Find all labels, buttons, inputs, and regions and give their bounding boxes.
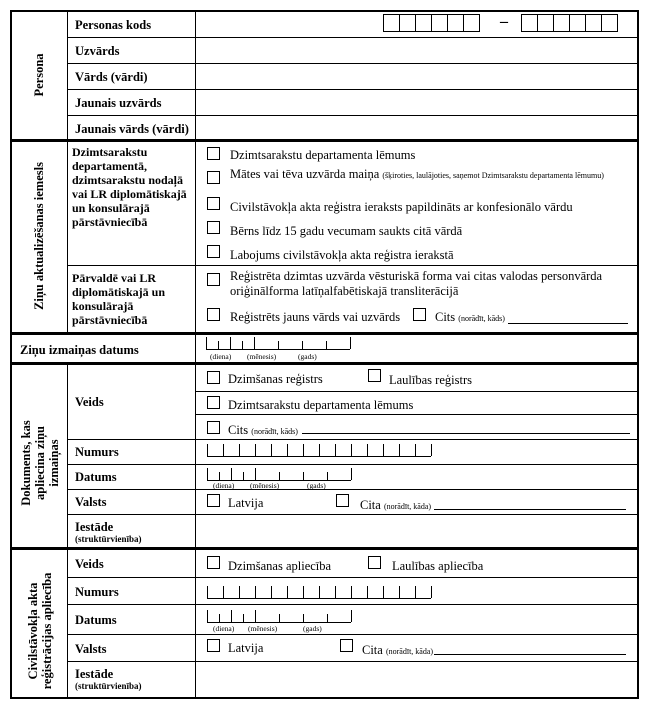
change-date-label: Ziņu izmaiņas datums [20, 343, 139, 357]
document-country-other [360, 498, 431, 514]
reason-section-label: Ziņu aktualizēšanas iemesls [32, 162, 46, 310]
document-col-line-1 [67, 364, 68, 548]
document-type-department-decision: Dzimtsarakstu departamenta lēmums [228, 398, 414, 412]
document-date-month-label: (mēnesis) [250, 481, 280, 490]
document-country-other-note: (norādīt, kāda) [383, 502, 432, 511]
document-number-label: Numurs [75, 445, 119, 459]
given-names-label: Vārds (vārdi) [75, 70, 148, 84]
certificate-row-line [67, 577, 638, 578]
reason-col-line-1 [67, 141, 68, 333]
surname-label: Uzvārds [75, 44, 120, 58]
reason-group1-label: Dzimtsarakstu departamentā, dzimtsarakstu nodaļā vai LR diplomātiskajā un konsulārajā pārstāvniecībā [72, 145, 187, 229]
new-surname-label: Jaunais uzvārds [75, 96, 162, 110]
certificate-row-line [67, 634, 638, 635]
certificate-type-marriage: Laulības apliecība [392, 559, 484, 573]
change-date-day-label: (diena) [210, 352, 232, 361]
document-date-label: Datums [75, 470, 117, 484]
reason-option-correction: Labojums civilstāvokļa akta reģistra ierakstā [230, 248, 454, 262]
certificate-country-other-note: (norādīt, kāda) [385, 647, 434, 656]
reason-option-confessional-name-checkbox[interactable] [207, 197, 220, 210]
personal-code-separator: – [500, 13, 508, 30]
change-date-col-line [195, 334, 196, 363]
document-date-day-label: (diena) [213, 481, 235, 490]
certificate-date-year-label: (gads) [303, 624, 322, 633]
document-country-latvia-checkbox[interactable] [207, 494, 220, 507]
document-type-subline [196, 414, 638, 415]
persona-section-label: Persona [32, 53, 46, 97]
certificate-institution-input[interactable] [196, 662, 637, 697]
certificate-date-month-label: (mēnesis) [248, 624, 278, 633]
certificate-number-label: Numurs [75, 585, 119, 599]
new-given-names-label: Jaunais vārds (vārdi) [75, 122, 189, 136]
certificate-country-other-checkbox[interactable] [340, 639, 353, 652]
reason-row-line [67, 265, 638, 266]
document-type-label: Veids [75, 395, 104, 409]
certificate-institution-label: Iestāde [75, 667, 114, 681]
reason-option-new-name-checkbox[interactable] [207, 308, 220, 321]
certificate-country-other [362, 643, 433, 659]
reason-option-child-name-checkbox[interactable] [207, 221, 220, 234]
certificate-country-other-input[interactable] [434, 654, 626, 655]
reason-option-parent-surname-checkbox[interactable] [207, 171, 220, 184]
document-institution-input[interactable] [196, 515, 637, 546]
certificate-country-latvia-checkbox[interactable] [207, 639, 220, 652]
change-date-month-label: (mēnesis) [247, 352, 277, 361]
reason-option-parent-surname [230, 168, 632, 182]
document-section-label: Dokuments, kas apliecina ziņu izmaiņas [19, 420, 61, 506]
document-row-line [67, 439, 638, 440]
certificate-date-day-label: (diena) [213, 624, 235, 633]
personal-code-label: Personas kods [75, 18, 152, 32]
certificate-section-label: Civilstāvokļa akta reģistrācijas apliecība [26, 572, 54, 690]
reason-option-other [435, 310, 505, 326]
new-given-names-input[interactable] [196, 116, 637, 139]
reason-option-new-name: Reģistrēts jauns vārds vai uzvārds [230, 310, 401, 324]
surname-input[interactable] [196, 38, 637, 63]
new-surname-input[interactable] [196, 90, 637, 115]
reason-other-input[interactable] [508, 323, 628, 324]
reason-option-parent-surname-text: Mātes vai tēva uzvārda maiņa [230, 167, 380, 181]
document-country-latvia: Latvija [228, 496, 264, 510]
certificate-date-label: Datums [75, 613, 117, 627]
reason-option-parent-surname-note: (šķiroties, laulājoties, saņemot Dzimtsarakstu departamenta lēmumu) [382, 171, 604, 180]
given-names-input[interactable] [196, 64, 637, 89]
document-date-year-label: (gads) [307, 481, 326, 490]
certificate-col-line-1 [67, 549, 68, 698]
document-country-other-input[interactable] [434, 509, 626, 510]
divider-persona [10, 139, 639, 142]
certificate-type-birth: Dzimšanas apliecība [228, 559, 332, 573]
document-type-subline [196, 391, 638, 392]
document-institution-sub: (struktūrvienība) [75, 534, 142, 544]
document-type-department-decision-checkbox[interactable] [207, 396, 220, 409]
document-type-other [228, 423, 298, 439]
document-type-other-input[interactable] [302, 433, 630, 434]
document-type-marriage-register: Laulības reģistrs [389, 373, 472, 387]
document-country-other-checkbox[interactable] [336, 494, 349, 507]
reason-group2-label: Pārvaldē vai LR diplomātiskajā un konsulārajā pārstāvniecībā [72, 271, 166, 327]
document-institution-label: Iestāde [75, 520, 114, 534]
document-type-other-text: Cits [228, 423, 249, 437]
reason-option-department-decision-checkbox[interactable] [207, 147, 220, 160]
certificate-row-line [67, 604, 638, 605]
divider-reason [10, 332, 639, 335]
document-row-line [67, 489, 638, 490]
document-type-birth-register-checkbox[interactable] [207, 371, 220, 384]
document-type-other-checkbox[interactable] [207, 421, 220, 434]
certificate-country-latvia: Latvija [228, 641, 264, 655]
divider-change-date [10, 362, 639, 365]
document-type-marriage-register-checkbox[interactable] [368, 369, 381, 382]
reason-option-historical-form: Reģistrēta dzimtas uzvārda vēsturiskā forma vai citas valodas personvārda oriģinālforma latīņalfabētiskajā transliterācijā [230, 269, 603, 298]
certificate-type-marriage-checkbox[interactable] [368, 556, 381, 569]
certificate-institution-sub: (struktūrvienība) [75, 681, 142, 691]
certificate-type-label: Veids [75, 557, 104, 571]
reason-option-confessional-name: Civilstāvokļa akta reģistra ieraksts papildināts ar konfesionālo vārdu [230, 200, 573, 214]
reason-option-department-decision: Dzimtsarakstu departamenta lēmums [230, 148, 416, 162]
document-type-other-note: (norādīt, kāds) [251, 427, 298, 436]
reason-option-other-note: (norādīt, kāds) [458, 314, 505, 323]
reason-option-child-name: Bērns līdz 15 gadu vecumam saukts citā vārdā [230, 224, 463, 238]
certificate-type-birth-checkbox[interactable] [207, 556, 220, 569]
reason-col-line-2 [195, 141, 196, 333]
document-row-line [67, 464, 638, 465]
reason-option-other-text: Cits [435, 310, 456, 324]
document-country-other-text: Cita [360, 498, 381, 512]
document-country-label: Valsts [75, 495, 107, 509]
divider-document [10, 547, 639, 550]
certificate-country-other-text: Cita [362, 643, 383, 657]
document-type-birth-register: Dzimšanas reģistrs [228, 372, 323, 386]
certificate-country-label: Valsts [75, 642, 107, 656]
reason-option-correction-checkbox[interactable] [207, 245, 220, 258]
persona-col-line-1 [67, 11, 68, 140]
reason-option-other-checkbox[interactable] [413, 308, 426, 321]
reason-option-historical-form-checkbox[interactable] [207, 273, 220, 286]
change-date-year-label: (gads) [298, 352, 317, 361]
